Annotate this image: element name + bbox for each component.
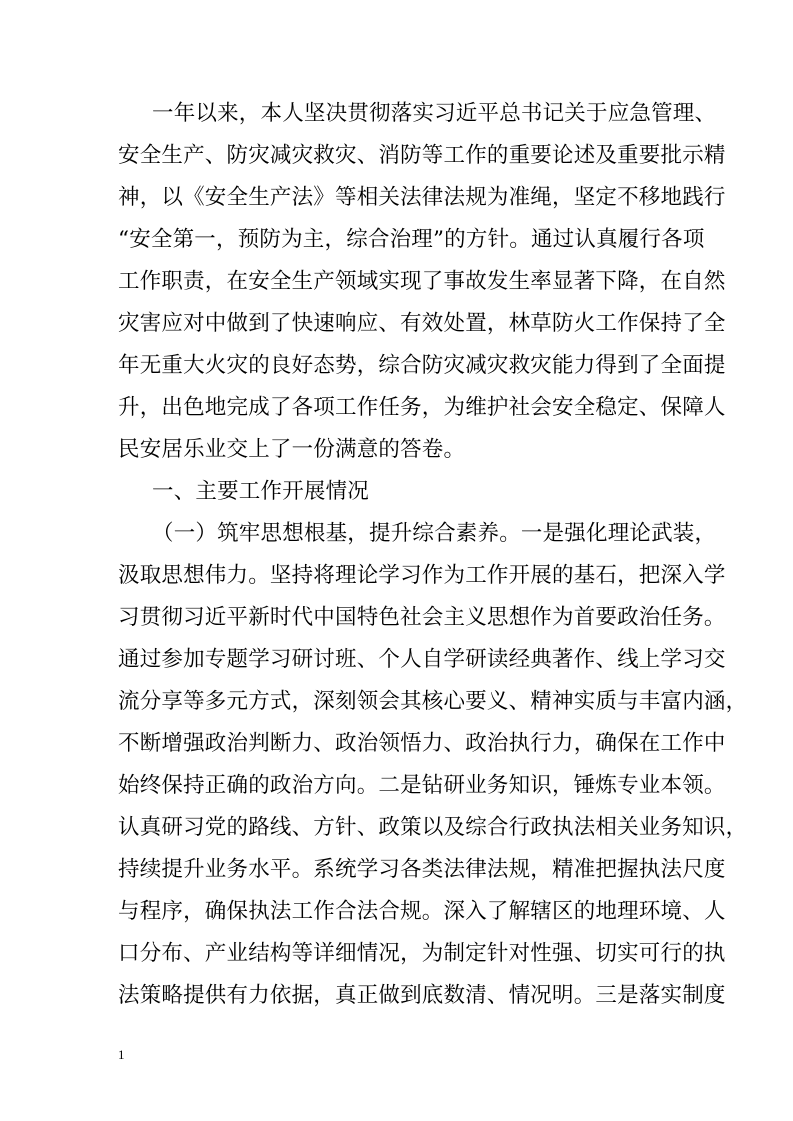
text-line-20: 与程序，确保执法工作合法合规。深入了解辖区的地理环境、人 <box>118 899 726 924</box>
text-line-18: 认真研习党的路线、方针、政策以及综合行政执法相关业务知识， <box>118 815 748 840</box>
text-line-2: 安全生产、防灾减灾救灾、消防等工作的重要论述及重要批示精 <box>118 143 726 168</box>
text-line-3: 神，以《安全生产法》等相关法律法规为准绳，坚定不移地践行 <box>118 185 726 210</box>
text-line-21: 口分布、产业结构等详细情况，为制定针对性强、切实可行的执 <box>118 941 726 966</box>
text-line-4: “安全第一，预防为主，综合治理”的方针。通过认真履行各项 <box>118 227 705 252</box>
section-heading: 一、主要工作开展情况 <box>152 479 370 504</box>
text-line-22: 法策略提供有力依据，真正做到底数清、情况明。三是落实制度 <box>118 983 726 1008</box>
text-line-16: 不断增强政治判断力、政治领悟力、政治执行力，确保在工作中 <box>118 731 726 756</box>
text-line-17: 始终保持正确的政治方向。二是钻研业务知识，锤炼专业本领。 <box>118 773 726 798</box>
text-line-13: 习贯彻习近平新时代中国特色社会主义思想作为首要政治任务。 <box>118 605 726 630</box>
text-line-5: 工作职责，在安全生产领域实现了事故发生率显著下降，在自然 <box>118 269 726 294</box>
text-line-1: 一年以来，本人坚决贯彻落实习近平总书记关于应急管理、 <box>152 101 717 126</box>
text-line-6: 灾害应对中做到了快速响应、有效处置，林草防火工作保持了全 <box>118 311 726 336</box>
page-number: 1 <box>118 1047 125 1062</box>
text-line-7: 年无重大火灾的良好态势，综合防灾减灾救灾能力得到了全面提 <box>118 353 726 378</box>
text-line-8: 升，出色地完成了各项工作任务，为维护社会安全稳定、保障人 <box>118 395 726 420</box>
text-line-14: 通过参加专题学习研讨班、个人自学研读经典著作、线上学习交 <box>118 647 726 672</box>
text-line-11: （一）筑牢思想根基，提升综合素养。一是强化理论武装， <box>152 521 717 546</box>
text-line-12: 汲取思想伟力。坚持将理论学习作为工作开展的基石，把深入学 <box>118 563 726 588</box>
text-line-15: 流分享等多元方式，深刻领会其核心要义、精神实质与丰富内涵， <box>118 689 748 714</box>
text-line-19: 持续提升业务水平。系统学习各类法律法规，精准把握执法尺度 <box>118 857 726 882</box>
text-line-9: 民安居乐业交上了一份满意的答卷。 <box>118 437 466 462</box>
